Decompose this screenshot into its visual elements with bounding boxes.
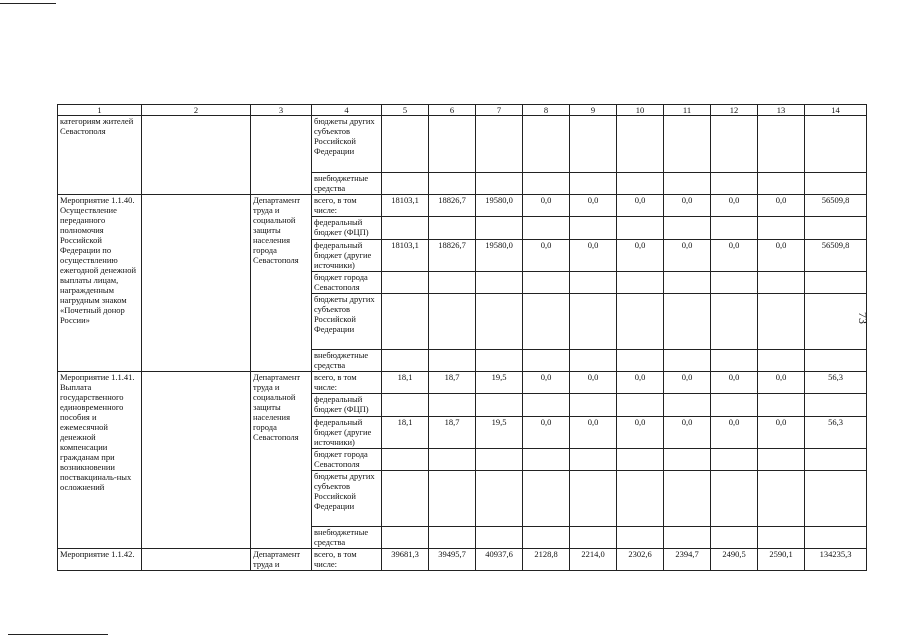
- value-cell: [570, 350, 617, 372]
- value-cell: [429, 449, 476, 471]
- value-cell: 18,1: [382, 417, 429, 449]
- value-cell: 18,7: [429, 372, 476, 394]
- value-cell: [758, 394, 805, 417]
- value-cell: 19,5: [476, 417, 523, 449]
- value-cell: [711, 527, 758, 549]
- value-cell: [664, 350, 711, 372]
- value-cell: [664, 527, 711, 549]
- source-cell: бюджеты других субъектов Российской Федерации: [312, 471, 382, 527]
- value-cell: [758, 471, 805, 527]
- value-cell: [429, 394, 476, 417]
- value-cell: [664, 173, 711, 195]
- source-cell: федеральный бюджет (другие источники): [312, 240, 382, 272]
- value-cell: 56,3: [805, 372, 867, 394]
- value-cell: [476, 272, 523, 294]
- value-cell: 0,0: [570, 372, 617, 394]
- value-cell: [570, 294, 617, 350]
- value-cell: [476, 449, 523, 471]
- value-cell: [523, 272, 570, 294]
- department-cell: Департамент труда и: [251, 549, 312, 571]
- value-cell: 0,0: [570, 417, 617, 449]
- value-cell: [805, 527, 867, 549]
- table-row: [58, 116, 867, 173]
- value-cell: [711, 449, 758, 471]
- value-cell: 0,0: [617, 195, 664, 217]
- value-cell: [711, 471, 758, 527]
- empty-column-2: [142, 116, 251, 195]
- value-cell: [523, 173, 570, 195]
- value-cell: [758, 449, 805, 471]
- value-cell: 0,0: [758, 240, 805, 272]
- department-cell: [251, 116, 312, 195]
- value-cell: 39495,7: [429, 549, 476, 571]
- bottom-left-rule: [8, 634, 108, 635]
- value-cell: 0,0: [523, 372, 570, 394]
- column-header: 14: [805, 105, 867, 116]
- value-cell: [382, 173, 429, 195]
- value-cell: 0,0: [570, 240, 617, 272]
- source-cell: внебюджетные средства: [312, 350, 382, 372]
- department-cell: Департамент труда и социальной защиты населения города Севастополя: [251, 372, 312, 549]
- value-cell: [429, 217, 476, 240]
- empty-column-2: [142, 549, 251, 571]
- value-cell: [664, 294, 711, 350]
- value-cell: [476, 173, 523, 195]
- header-row: [58, 105, 867, 116]
- value-cell: [382, 471, 429, 527]
- value-cell: [476, 350, 523, 372]
- value-cell: 40937,6: [476, 549, 523, 571]
- value-cell: [429, 471, 476, 527]
- value-cell: 56509,8: [805, 240, 867, 272]
- value-cell: 0,0: [617, 240, 664, 272]
- value-cell: 0,0: [664, 195, 711, 217]
- empty-column-2: [142, 195, 251, 372]
- department-cell: Департамент труда и социальной защиты населения города Севастополя: [251, 195, 312, 372]
- value-cell: [805, 350, 867, 372]
- value-cell: [570, 116, 617, 173]
- value-cell: [523, 449, 570, 471]
- event-cell: Мероприятие 1.1.41. Выплата государственного единовременного пособия и ежемесячной денежной компенсации гражданам при возникновении поствакциналь-ных осложнений: [58, 372, 142, 549]
- source-cell: федеральный бюджет (другие источники): [312, 417, 382, 449]
- value-cell: [523, 116, 570, 173]
- value-cell: [758, 272, 805, 294]
- value-cell: [758, 294, 805, 350]
- value-cell: 2302,6: [617, 549, 664, 571]
- value-cell: [523, 350, 570, 372]
- value-cell: [664, 449, 711, 471]
- value-cell: [664, 217, 711, 240]
- value-cell: [711, 350, 758, 372]
- column-header: 6: [429, 105, 476, 116]
- value-cell: 19580,0: [476, 195, 523, 217]
- table-row: [58, 549, 867, 571]
- value-cell: 19580,0: [476, 240, 523, 272]
- value-cell: [711, 116, 758, 173]
- column-header: 13: [758, 105, 805, 116]
- value-cell: [476, 217, 523, 240]
- value-cell: [617, 294, 664, 350]
- value-cell: [476, 471, 523, 527]
- value-cell: 0,0: [711, 417, 758, 449]
- source-cell: внебюджетные средства: [312, 173, 382, 195]
- empty-column-2: [142, 372, 251, 549]
- source-cell: внебюджетные средства: [312, 527, 382, 549]
- value-cell: 19,5: [476, 372, 523, 394]
- value-cell: [758, 173, 805, 195]
- value-cell: [617, 394, 664, 417]
- value-cell: [476, 394, 523, 417]
- value-cell: [617, 173, 664, 195]
- value-cell: 0,0: [711, 240, 758, 272]
- column-header: 2: [142, 105, 251, 116]
- value-cell: [711, 394, 758, 417]
- value-cell: 0,0: [758, 372, 805, 394]
- value-cell: 0,0: [758, 417, 805, 449]
- source-cell: всего, в том числе:: [312, 372, 382, 394]
- column-header: 12: [711, 105, 758, 116]
- value-cell: 0,0: [664, 417, 711, 449]
- event-cell: Мероприятие 1.1.42.: [58, 549, 142, 571]
- value-cell: [570, 527, 617, 549]
- value-cell: 0,0: [758, 195, 805, 217]
- value-cell: 18826,7: [429, 240, 476, 272]
- value-cell: [664, 471, 711, 527]
- value-cell: [711, 294, 758, 350]
- value-cell: [805, 173, 867, 195]
- value-cell: 18826,7: [429, 195, 476, 217]
- value-cell: [805, 471, 867, 527]
- value-cell: 18103,1: [382, 195, 429, 217]
- value-cell: 0,0: [617, 417, 664, 449]
- value-cell: 0,0: [711, 372, 758, 394]
- source-cell: федеральный бюджет (ФЦП): [312, 394, 382, 417]
- value-cell: [711, 272, 758, 294]
- value-cell: [382, 217, 429, 240]
- value-cell: [617, 449, 664, 471]
- value-cell: 0,0: [523, 240, 570, 272]
- source-cell: федеральный бюджет (ФЦП): [312, 217, 382, 240]
- value-cell: 56509,8: [805, 195, 867, 217]
- value-cell: [758, 116, 805, 173]
- value-cell: 18103,1: [382, 240, 429, 272]
- source-cell: всего, в том числе:: [312, 195, 382, 217]
- value-cell: [523, 527, 570, 549]
- value-cell: [758, 350, 805, 372]
- value-cell: [664, 116, 711, 173]
- value-cell: 134235,3: [805, 549, 867, 571]
- top-left-rule: [0, 3, 56, 4]
- value-cell: [805, 217, 867, 240]
- value-cell: 0,0: [711, 195, 758, 217]
- value-cell: 2590,1: [758, 549, 805, 571]
- column-header: 1: [58, 105, 142, 116]
- value-cell: [570, 272, 617, 294]
- value-cell: [617, 217, 664, 240]
- value-cell: [711, 173, 758, 195]
- value-cell: 0,0: [523, 195, 570, 217]
- value-cell: [429, 350, 476, 372]
- value-cell: [523, 294, 570, 350]
- value-cell: [617, 116, 664, 173]
- value-cell: [476, 116, 523, 173]
- page-number: 73: [856, 312, 870, 324]
- table-row: [58, 195, 867, 217]
- value-cell: [523, 394, 570, 417]
- value-cell: [476, 294, 523, 350]
- column-header: 7: [476, 105, 523, 116]
- value-cell: [805, 272, 867, 294]
- value-cell: [429, 173, 476, 195]
- value-cell: [382, 350, 429, 372]
- value-cell: [429, 527, 476, 549]
- value-cell: [570, 173, 617, 195]
- value-cell: [805, 449, 867, 471]
- value-cell: [382, 294, 429, 350]
- value-cell: [758, 217, 805, 240]
- value-cell: [617, 527, 664, 549]
- source-cell: бюджет города Севастополя: [312, 449, 382, 471]
- value-cell: 2490,5: [711, 549, 758, 571]
- value-cell: [382, 449, 429, 471]
- value-cell: 0,0: [570, 195, 617, 217]
- table-row: [58, 372, 867, 394]
- event-cell: Мероприятие 1.1.40. Осуществление переданного полномочия Российской Федерации по осуществлению ежегодной денежной выплаты лицам, награжденным нагрудным знаком «Почетный донор России»: [58, 195, 142, 372]
- value-cell: [711, 217, 758, 240]
- column-header: 11: [664, 105, 711, 116]
- value-cell: 18,1: [382, 372, 429, 394]
- source-cell: всего, в том числе:: [312, 549, 382, 571]
- budget-table: [57, 104, 867, 571]
- source-cell: бюджет города Севастополя: [312, 272, 382, 294]
- value-cell: [617, 272, 664, 294]
- column-header: 5: [382, 105, 429, 116]
- column-header: 4: [312, 105, 382, 116]
- event-cell: категориям жителей Севастополя: [58, 116, 142, 195]
- value-cell: [570, 217, 617, 240]
- value-cell: 2128,8: [523, 549, 570, 571]
- column-header: 8: [523, 105, 570, 116]
- value-cell: [617, 471, 664, 527]
- column-header: 3: [251, 105, 312, 116]
- value-cell: 0,0: [617, 372, 664, 394]
- value-cell: [476, 527, 523, 549]
- value-cell: [664, 272, 711, 294]
- value-cell: [382, 272, 429, 294]
- source-cell: бюджеты других субъектов Российской Федерации: [312, 294, 382, 350]
- value-cell: 2214,0: [570, 549, 617, 571]
- value-cell: [617, 350, 664, 372]
- value-cell: [523, 217, 570, 240]
- value-cell: [382, 116, 429, 173]
- column-header: 9: [570, 105, 617, 116]
- value-cell: [523, 471, 570, 527]
- value-cell: [805, 116, 867, 173]
- value-cell: 56,3: [805, 417, 867, 449]
- value-cell: [429, 272, 476, 294]
- value-cell: [805, 294, 867, 350]
- value-cell: 0,0: [664, 372, 711, 394]
- value-cell: [570, 449, 617, 471]
- value-cell: [429, 116, 476, 173]
- value-cell: 39681,3: [382, 549, 429, 571]
- value-cell: [429, 294, 476, 350]
- source-cell: бюджеты других субъектов Российской Федерации: [312, 116, 382, 173]
- value-cell: [570, 471, 617, 527]
- value-cell: 0,0: [523, 417, 570, 449]
- value-cell: 2394,7: [664, 549, 711, 571]
- value-cell: 0,0: [664, 240, 711, 272]
- value-cell: [664, 394, 711, 417]
- value-cell: 18,7: [429, 417, 476, 449]
- value-cell: [805, 394, 867, 417]
- value-cell: [758, 527, 805, 549]
- column-header: 10: [617, 105, 664, 116]
- value-cell: [382, 527, 429, 549]
- value-cell: [382, 394, 429, 417]
- value-cell: [570, 394, 617, 417]
